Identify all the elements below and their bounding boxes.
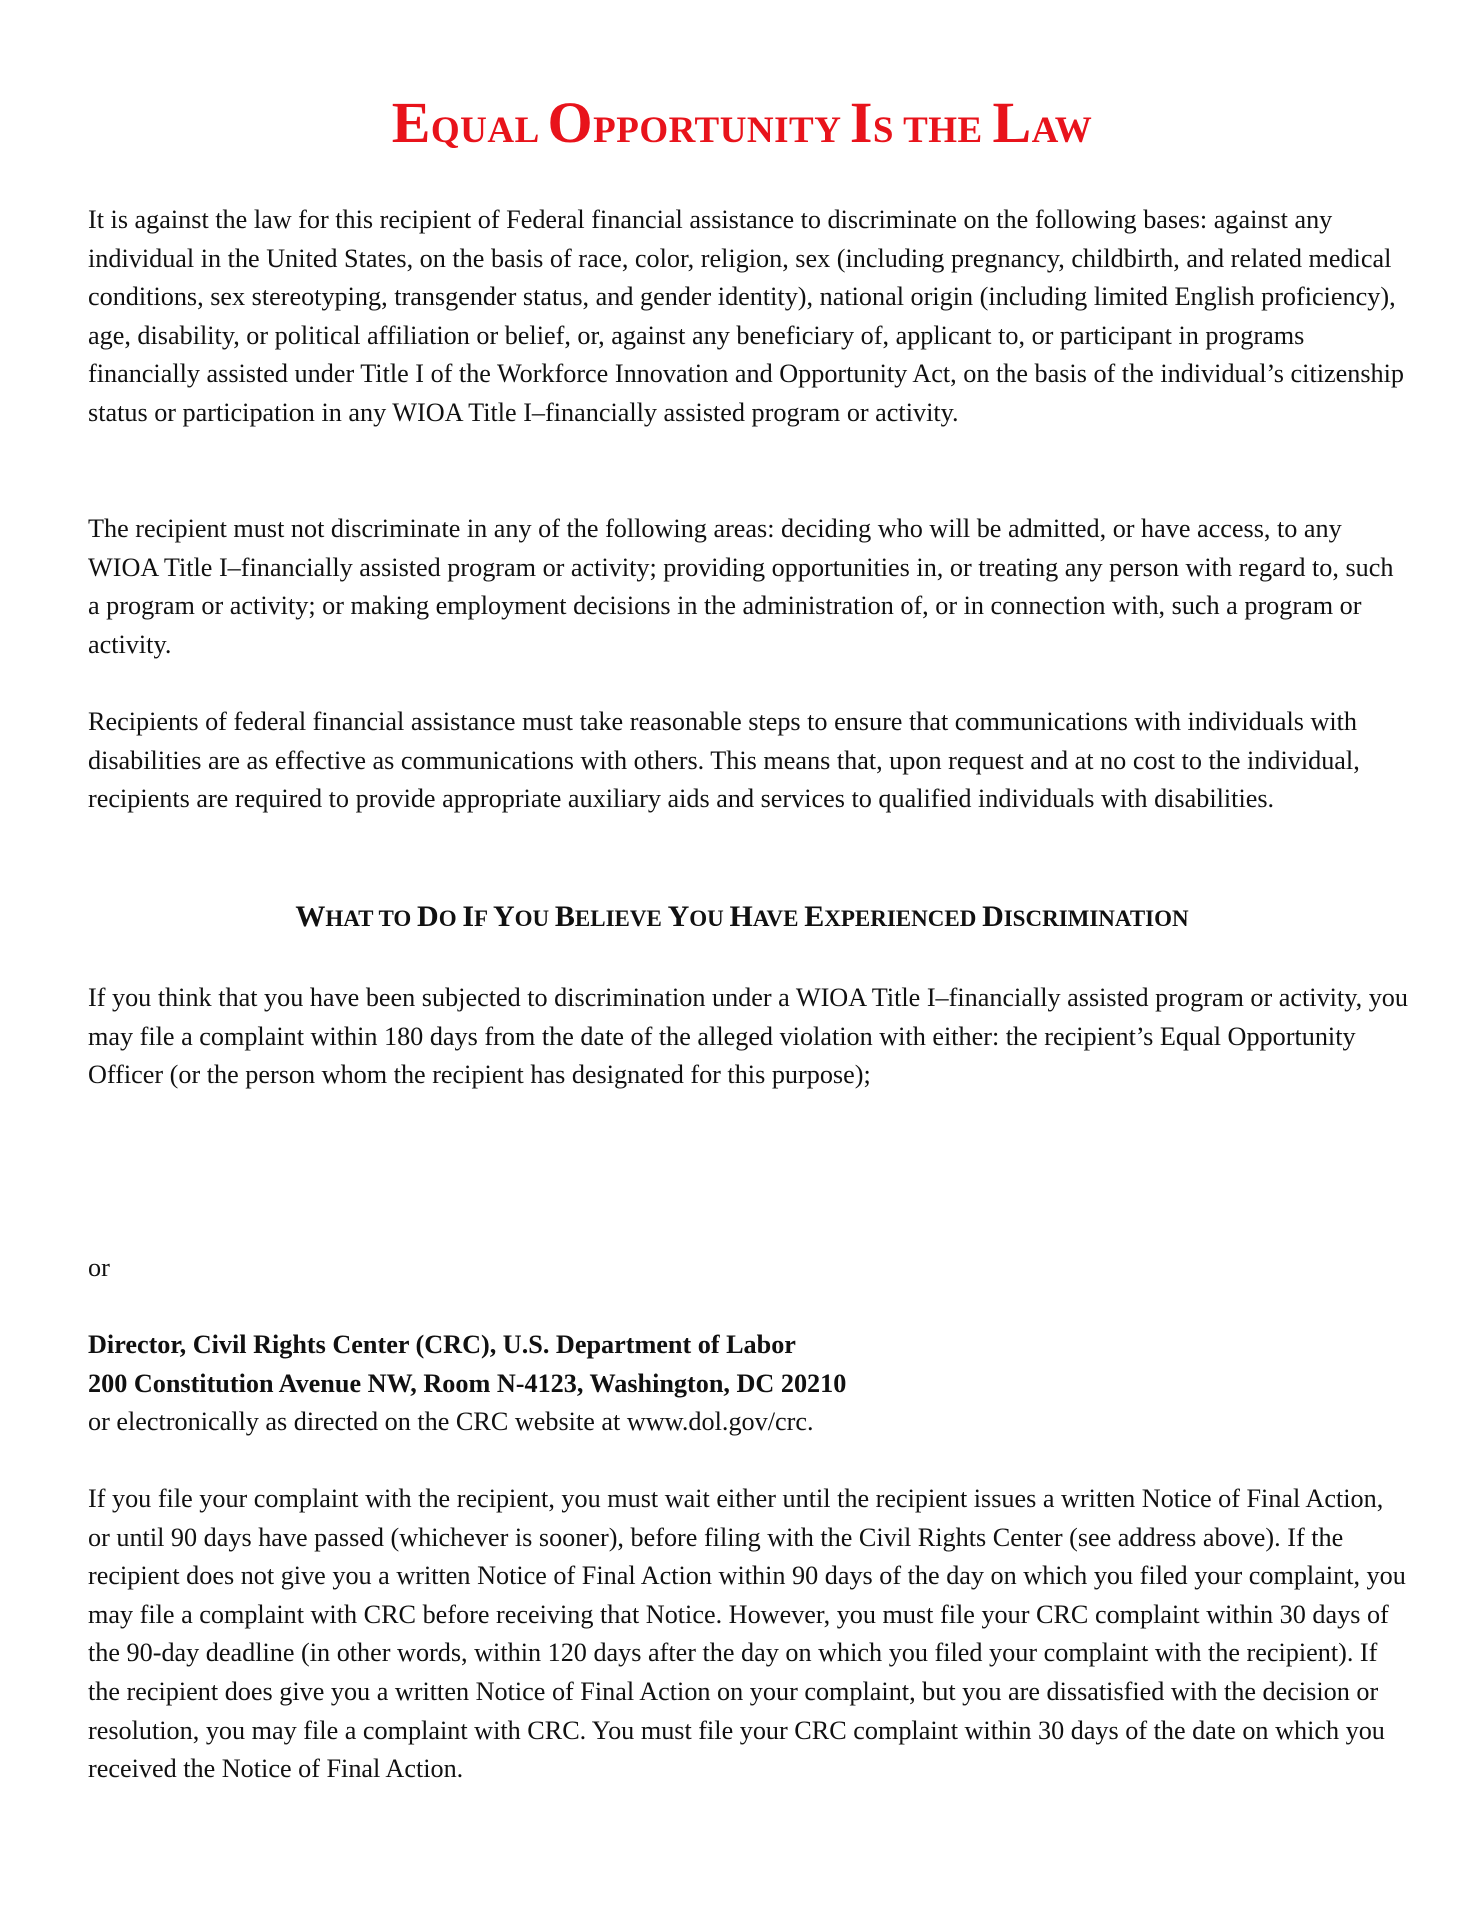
section-heading-what-to-do	[0, 897, 1484, 939]
title-word-is-rest: S	[872, 110, 894, 151]
paragraph-filing-deadlines: If you file your complaint with the recipient, you must wait either until the recipient issues a written Notice of Final Action, or until 90 days have passed (whichever is sooner), before filing with the Civil Rights Center (see address above). If the recipient does not give you a written Notice of Final Action within 90 days of the day on which you filed your complaint, you may file a complaint with CRC before receiving that Notice. However, you must file your CRC complaint within 30 days of the 90-day deadline (in other words, within 120 days after the day on which you filed your complaint with the recipient). If the recipient does give you a written Notice of Final Action on your complaint, but you are dissatisfied with the decision or resolution, you may file a complaint with CRC. You must file your CRC complaint within 30 days of the date on which you received the Notice of Final Action.	[88, 1484, 1406, 1784]
paragraph-disability-communications: Recipients of federal financial assistance must take reasonable steps to ensure that communications with individuals with disabilities are as effective as communications with others. This means that, upon request and at no cost to the individual, recipients are required to provide appropriate auxiliary aids and services to qualified individuals with disabilities.	[88, 707, 1360, 814]
address-line-street: 200 Constitution Avenue NW, Room N-4123, Washington, DC 20210	[88, 1368, 847, 1398]
title-word-the: THE	[903, 110, 983, 151]
title-word-law-rest: AW	[1031, 110, 1093, 151]
title-word-equal-rest: QUAL	[430, 110, 538, 151]
heading-letter: D	[982, 900, 1004, 933]
title-word-opportunity-rest: PPORTUNITY	[593, 110, 841, 151]
heading-rest: OU	[514, 906, 550, 931]
heading-rest: O	[438, 906, 457, 931]
paragraph-or: or	[88, 1253, 110, 1282]
heading-rest: HAT	[325, 906, 374, 931]
title-word-equal-initial: E	[391, 90, 431, 155]
title-word-is-initial: I	[849, 90, 873, 155]
crc-address-block	[88, 1326, 1408, 1442]
paragraph-nondiscrimination-bases: It is against the law for this recipient of Federal financial assistance to discriminate on the following bases: against any individual in the United States, on the basis of race, color, religion, sex (including pregnancy, childbirth, and related medical conditions, sex stereotyping, transgender status, and gender identity), national origin (including limited English proficiency), age, disability, or political affiliation or belief, or, against any beneficiary of, applicant to, or participant in programs financially assisted under Title I of the Workforce Innovation and Opportunity Act, on the basis of the individual’s citizenship status or participation in any WIOA Title I–financially assisted program or activity.	[88, 205, 1404, 427]
heading-word: TO	[378, 906, 412, 931]
heading-rest: ISCRIMINATION	[1003, 906, 1189, 931]
heading-letter: Y	[667, 900, 690, 933]
heading-rest: XPERIENCED	[824, 906, 977, 931]
heading-letter: B	[554, 900, 575, 933]
heading-rest: ELIEVE	[574, 906, 662, 931]
heading-rest: F	[474, 906, 488, 931]
address-line-website: or electronically as directed on the CRC website at www.dol.gov/crc.	[88, 1407, 814, 1437]
heading-rest: AVE	[752, 906, 799, 931]
heading-letter: E	[804, 900, 825, 933]
title-word-law-initial: L	[992, 90, 1032, 155]
heading-rest: OU	[689, 906, 724, 931]
heading-letter: I	[462, 900, 475, 933]
heading-letter: D	[417, 900, 439, 933]
heading-letter: W	[295, 900, 326, 933]
page-title	[0, 88, 1484, 166]
heading-letter: Y	[492, 900, 515, 933]
address-line-director: Director, Civil Rights Center (CRC), U.S. Department of Labor	[88, 1330, 796, 1359]
heading-letter: H	[729, 900, 753, 933]
title-word-opportunity-initial: O	[547, 90, 594, 155]
paragraph-discrimination-areas: The recipient must not discriminate in any of the following areas: deciding who will be admitted, or have access, to any WIOA Title I–financially assisted program or activity; providing opportunities in, or treating any person with regard to, such a program or activity; or making employment decisions in the administration of, or in connection with, such a program or activity.	[88, 514, 1394, 659]
paragraph-how-to-file: If you think that you have been subjected to discrimination under a WIOA Title I–financially assisted program or activity, you may file a complaint within 180 days from the date of the alleged violation with either: the recipient’s Equal Opportunity Officer (or the person whom the recipient has designated for this purpose);	[88, 983, 1408, 1090]
